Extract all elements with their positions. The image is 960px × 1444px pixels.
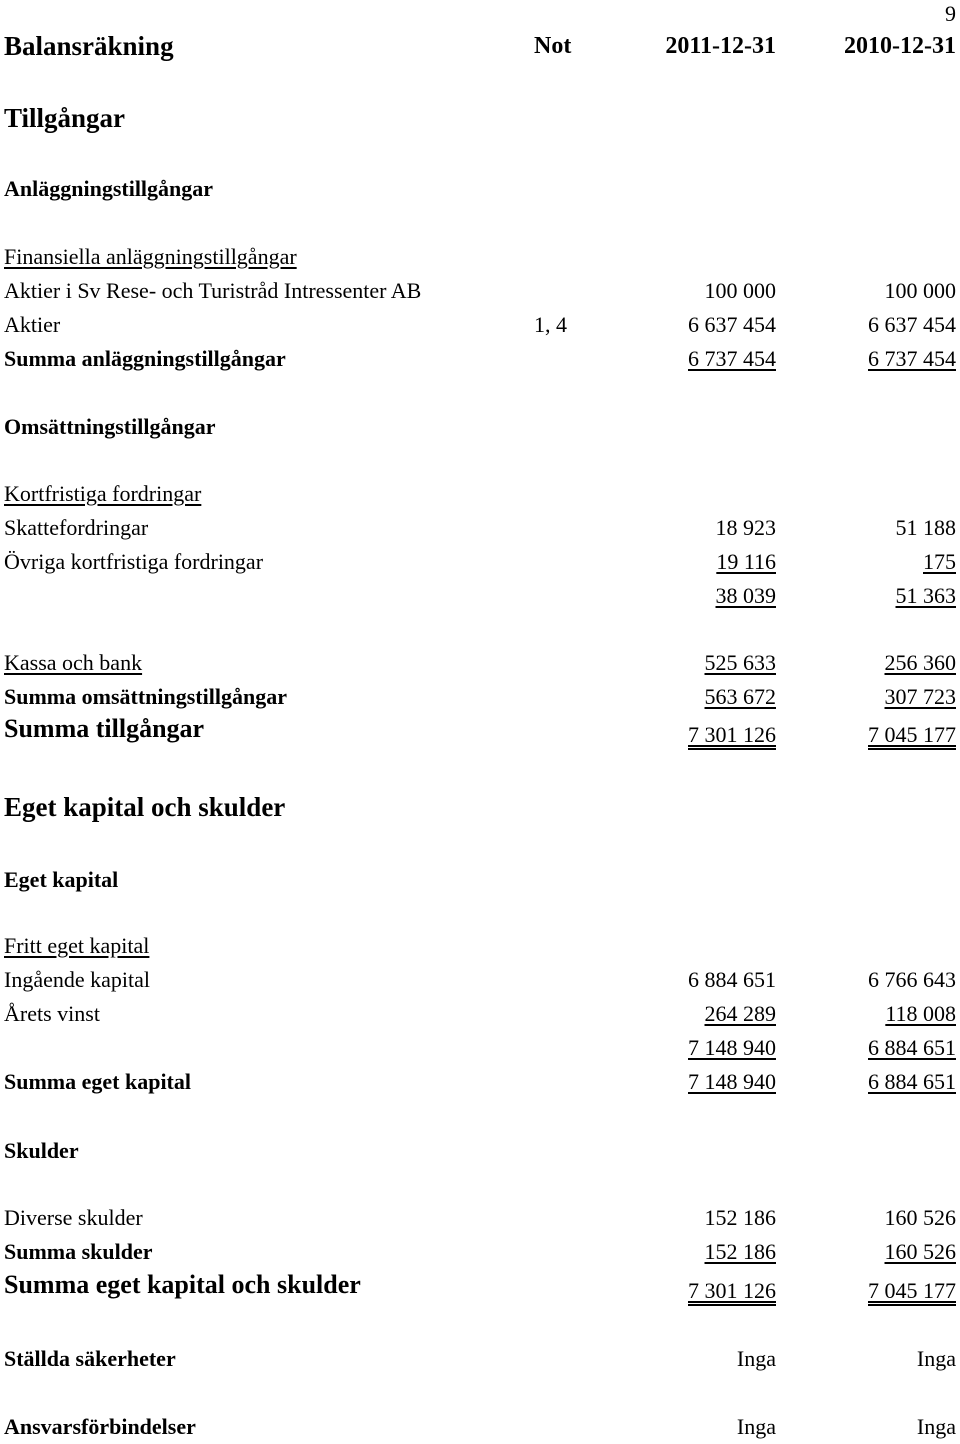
sum-label: Summa skulder <box>4 1239 153 1264</box>
row-value-2011: 19 116 <box>716 549 776 574</box>
total-value-2011: 7 301 126 <box>688 722 776 747</box>
sum-row <box>0 1067 960 1097</box>
subtotal-row <box>0 581 960 611</box>
sum-value-2011: 6 737 454 <box>688 346 776 371</box>
section-heading-row <box>0 792 960 822</box>
subsection-row <box>0 865 960 895</box>
page-title: Balansräkning <box>4 31 174 61</box>
row-value-2010: 160 526 <box>884 1205 956 1230</box>
stallda-sakerheter-row <box>0 1344 960 1374</box>
page-number: 9 <box>945 1 956 26</box>
table-row <box>0 965 960 995</box>
sum-row <box>0 682 960 712</box>
subheading-omsattningstillgangar: Omsättningstillgångar <box>4 414 216 439</box>
sum-value-2010: 160 526 <box>884 1239 956 1264</box>
row-label: Diverse skulder <box>4 1205 143 1230</box>
col1-header: 2011-12-31 <box>665 33 776 59</box>
table-row <box>0 1203 960 1233</box>
row-value-2011: 152 186 <box>704 1205 776 1230</box>
col2-header: 2010-12-31 <box>844 33 956 59</box>
sum-label: Summa eget kapital <box>4 1069 191 1094</box>
row-value-2010: 118 008 <box>885 1001 956 1026</box>
total-value-2011: 7 301 126 <box>688 1278 776 1303</box>
row-value-2010: Inga <box>916 1414 956 1439</box>
table-row <box>0 648 960 678</box>
sum-value-2010: 6 737 454 <box>868 346 956 371</box>
subtotal-value-2010: 6 884 651 <box>868 1035 956 1060</box>
subsection-row <box>0 174 960 204</box>
row-value-2010: 51 188 <box>895 515 956 540</box>
total-row <box>0 1270 960 1306</box>
total-value-2010: 7 045 177 <box>868 722 956 747</box>
row-value-2010: 6 766 643 <box>868 967 956 992</box>
table-row <box>0 310 960 340</box>
subtotal-value-2010: 51 363 <box>895 583 956 608</box>
subtotal-value-2011: 7 148 940 <box>688 1035 776 1060</box>
subsection-row <box>0 1136 960 1166</box>
row-label: Aktier i Sv Rese- och Turistråd Intressenter AB <box>4 278 422 303</box>
sum-value-2011: 7 148 940 <box>688 1069 776 1094</box>
row-label: Övriga kortfristiga fordringar <box>4 549 264 574</box>
group-row <box>0 931 960 961</box>
sum-row <box>0 344 960 374</box>
total-row <box>0 714 960 750</box>
row-value-2010: 175 <box>923 549 956 574</box>
group-heading-kortfristiga: Kortfristiga fordringar <box>4 481 202 506</box>
section-heading-tillgangar: Tillgångar <box>4 103 126 133</box>
group-row <box>0 242 960 272</box>
row-value-2011: Inga <box>736 1414 776 1439</box>
row-label: Aktier <box>4 312 61 337</box>
ansvarsforbindelser-row <box>0 1412 960 1442</box>
table-row <box>0 999 960 1029</box>
subtotal-value-2011: 38 039 <box>715 583 776 608</box>
sum-value-2011: 152 186 <box>704 1239 776 1264</box>
row-value-2011: Inga <box>736 1346 776 1371</box>
table-row <box>0 547 960 577</box>
subheading-anlaggningstillgangar: Anläggningstillgångar <box>4 176 214 201</box>
table-row <box>0 276 960 306</box>
sum-value-2011: 563 672 <box>704 684 776 709</box>
table-row <box>0 513 960 543</box>
row-value-2011: 6 637 454 <box>688 312 776 337</box>
row-label: Kassa och bank <box>4 650 143 675</box>
group-heading-fritt-eget-kapital: Fritt eget kapital <box>4 933 150 958</box>
row-value-2010: 256 360 <box>884 650 956 675</box>
sum-row <box>0 1237 960 1267</box>
row-value-2011: 6 884 651 <box>688 967 776 992</box>
group-row <box>0 479 960 509</box>
subheading-skulder: Skulder <box>4 1138 79 1163</box>
note-column-header: Not <box>534 33 572 59</box>
sum-label: Summa omsättningstillgångar <box>4 684 287 709</box>
sum-label: Summa anläggningstillgångar <box>4 346 286 371</box>
row-label: Årets vinst <box>4 1001 100 1026</box>
sum-value-2010: 307 723 <box>884 684 956 709</box>
subtotal-row <box>0 1033 960 1063</box>
total-label: Summa eget kapital och skulder <box>4 1270 361 1299</box>
sum-value-2010: 6 884 651 <box>868 1069 956 1094</box>
row-value-2010: Inga <box>916 1346 956 1371</box>
row-value-2010: 100 000 <box>884 278 956 303</box>
row-label: Ställda säkerheter <box>4 1346 176 1371</box>
row-label: Skattefordringar <box>4 515 149 540</box>
header-row <box>0 31 960 61</box>
total-value-2010: 7 045 177 <box>868 1278 956 1303</box>
group-heading-finansiella: Finansiella anläggningstillgångar <box>4 244 297 269</box>
subsection-row <box>0 412 960 442</box>
section-heading-row <box>0 103 960 133</box>
row-value-2011: 264 289 <box>704 1001 776 1026</box>
row-value-2011: 100 000 <box>704 278 776 303</box>
row-label: Ingående kapital <box>4 967 150 992</box>
section-heading-eget-kapital-och-skulder: Eget kapital och skulder <box>4 792 286 822</box>
row-label: Ansvarsförbindelser <box>4 1414 196 1439</box>
row-value-2010: 6 637 454 <box>868 312 956 337</box>
row-note: 1, 4 <box>534 312 567 337</box>
row-value-2011: 525 633 <box>704 650 776 675</box>
total-label: Summa tillgångar <box>4 714 205 743</box>
subheading-eget-kapital: Eget kapital <box>4 867 119 892</box>
row-value-2011: 18 923 <box>715 515 776 540</box>
